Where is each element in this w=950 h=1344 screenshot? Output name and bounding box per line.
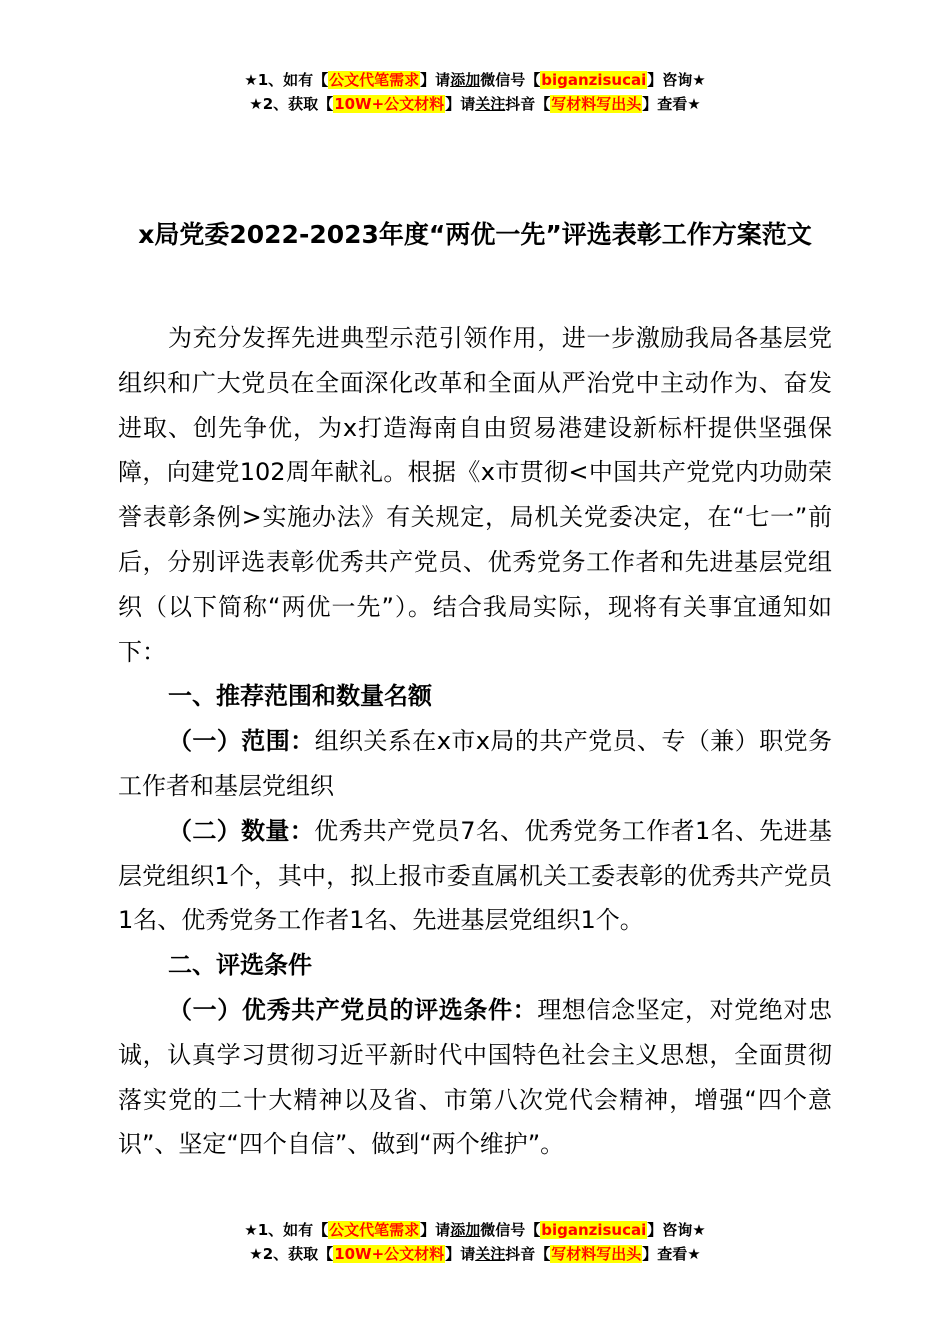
footer-line-2-highlight-2: 写材料写出头 [551, 1245, 642, 1263]
section-2-item-1 [118, 988, 832, 1167]
section-1-item-1-label: （一）范围： [168, 727, 315, 756]
footer-line-2-suffix: 】查看★ [642, 1245, 701, 1263]
banner-line-1 [0, 68, 950, 92]
banner-line-2-highlight-1: 10W+公文材料 [334, 95, 445, 113]
section-2-item-1-text: 理想信念坚定，对党绝对忠诚，认真学习贯彻习近平新时代中国特色社会主义思想，全面贯彻落实党的二十大精神以及省、市第八次党代会精神，增强“四个意识”、坚定“四个自信”、做到“两个维护”。 [118, 995, 833, 1159]
banner-line-1-mid-2: 微信号【 [480, 71, 541, 89]
banner-line-1-underlined: 添加 [450, 71, 481, 89]
footer-line-2-highlight-1: 10W+公文材料 [334, 1245, 445, 1263]
document-title: x局党委2022-2023年度“两优一先”评选表彰工作方案范文 [138, 220, 812, 249]
banner-line-2-underlined: 关注 [475, 95, 506, 113]
footer-line-1-suffix: 】咨询★ [647, 1221, 706, 1239]
banner-line-1-mid-1: 】请 [420, 71, 451, 89]
footer-line-2-prefix: ★2、获取【 [249, 1245, 334, 1263]
banner-line-1-suffix: 】咨询★ [647, 71, 706, 89]
footer-line-2-mid-1: 】请 [445, 1245, 476, 1263]
footer-line-2 [0, 1242, 950, 1266]
footer-line-2-underlined: 关注 [475, 1245, 506, 1263]
banner-line-1-prefix: ★1、如有【 [244, 71, 329, 89]
footer-line-1-prefix: ★1、如有【 [244, 1221, 329, 1239]
footer-line-1-mid-2: 微信号【 [480, 1221, 541, 1239]
footer-banner [0, 1218, 950, 1266]
banner-line-2-mid-1: 】请 [445, 95, 476, 113]
banner-line-2 [0, 92, 950, 116]
section-2-heading: 二、评选条件 [168, 951, 312, 980]
banner-line-2-prefix: ★2、获取【 [249, 95, 334, 113]
footer-line-1-underlined: 添加 [450, 1221, 481, 1239]
banner-line-2-highlight-2: 写材料写出头 [551, 95, 642, 113]
section-1-item-2 [118, 809, 832, 943]
banner-line-1-highlight-2: biganzisucai [541, 71, 647, 89]
footer-line-1-highlight-1: 公文代笔需求 [329, 1221, 420, 1239]
section-1-item-1 [118, 719, 832, 809]
banner-line-2-suffix: 】查看★ [642, 95, 701, 113]
footer-line-1 [0, 1218, 950, 1242]
footer-line-1-highlight-2: biganzisucai [541, 1221, 647, 1239]
section-1-item-2-text: 优秀共产党员7名、优秀党务工作者1名、先进基层党组织1个，其中，拟上报市委直属机关工委表彰的优秀共产党员1名、优秀党务工作者1名、先进基层党组织1个。 [118, 816, 832, 935]
document-body [118, 316, 832, 1167]
header-banner [0, 68, 950, 116]
section-1-item-2-label: （二）数量： [168, 816, 315, 845]
banner-line-2-mid-2: 抖音【 [505, 95, 551, 113]
footer-line-1-mid-1: 】请 [420, 1221, 451, 1239]
banner-line-1-highlight-1: 公文代笔需求 [329, 71, 420, 89]
section-2-item-1-label: （一）优秀共产党员的评选条件： [168, 995, 538, 1024]
section-1-heading: 一、推荐范围和数量名额 [168, 682, 432, 711]
intro-paragraph: 为充分发挥先进典型示范引领作用，进一步激励我局各基层党组织和广大党员在全面深化改革和全面从严治党中主动作为、奋发进取、创先争优，为x打造海南自由贸易港建设新标杆提供坚强保障，向建党102周年献礼。根据《x市贯彻<中国共产党党内功勋荣誉表彰条例>实施办法》有关规定，局机关党委决定，在“七一”前后，分别评选表彰优秀共产党员、优秀党务工作者和先进基层党组织（以下简称“两优一先”）。结合我局实际，现将有关事宜通知如下： [118, 324, 832, 666]
footer-line-2-mid-2: 抖音【 [505, 1245, 551, 1263]
section-1-item-1-text: 组织关系在x市x局的共产党员、专（兼）职党务工作者和基层党组织 [118, 727, 833, 800]
